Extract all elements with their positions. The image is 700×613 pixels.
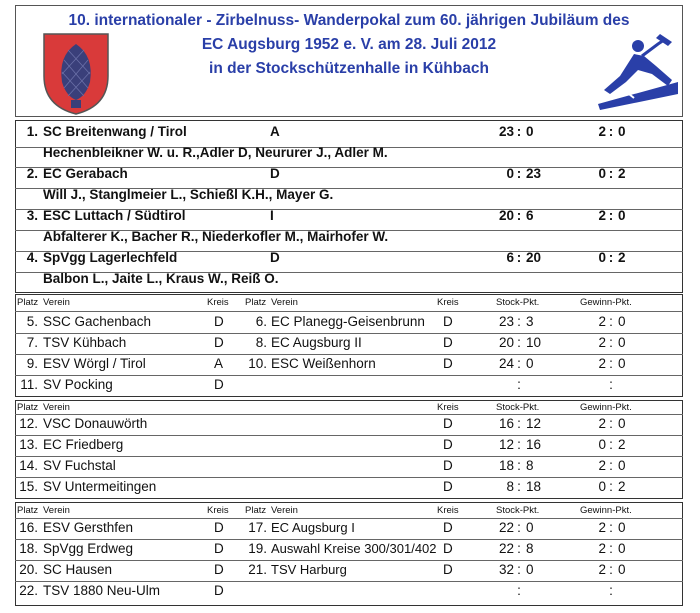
- divider: [15, 539, 683, 540]
- divider: [15, 414, 683, 415]
- stock-points-b: 3: [526, 314, 534, 329]
- win-points-a: 2: [598, 416, 606, 431]
- divider: [15, 375, 683, 376]
- kreis: D: [443, 437, 453, 452]
- win-points-separator: :: [609, 520, 613, 535]
- team-name: SC Hausen: [43, 562, 113, 577]
- team-name: EC Augsburg II: [271, 335, 362, 350]
- title-line-1: 10. internationaler - Zirbelnuss- Wanderpokal zum 60. jährigen Jubiläum des: [68, 12, 630, 29]
- win-points-b: 0: [618, 458, 626, 473]
- win-points-b: 0: [618, 520, 626, 535]
- kreis: D: [214, 314, 224, 329]
- team-name: TSV Kühbach: [43, 335, 127, 350]
- win-points-separator: :: [609, 377, 613, 392]
- team-name: SV Fuchstal: [43, 458, 116, 473]
- kreis-header: Kreis: [437, 402, 459, 413]
- stock-points-a: 8: [506, 479, 514, 494]
- win-points-a: 0: [598, 166, 606, 181]
- team-name: VSC Donauwörth: [43, 416, 148, 431]
- win-points-header: Gewinn-Pkt.: [580, 505, 632, 516]
- kreis: D: [214, 583, 224, 598]
- stock-points-separator: :: [517, 479, 521, 494]
- kreis: D: [443, 356, 453, 371]
- win-points-header: Gewinn-Pkt.: [580, 297, 632, 308]
- place-number: 13.: [19, 437, 38, 452]
- divider: [15, 311, 683, 312]
- kreis: D: [214, 541, 224, 556]
- win-points-a: 2: [598, 562, 606, 577]
- team-name: SpVgg Lagerlechfeld: [43, 250, 178, 265]
- win-points-a: 2: [598, 541, 606, 556]
- stock-points-separator: :: [516, 124, 522, 139]
- divider: [15, 581, 683, 582]
- kreis: A: [270, 124, 280, 139]
- win-points-b: 0: [618, 356, 626, 371]
- win-points-separator: :: [609, 416, 613, 431]
- verein-header: Verein: [271, 505, 298, 516]
- place-number: 19.: [248, 541, 267, 556]
- win-points-a: 0: [598, 479, 606, 494]
- stock-points-b: 0: [526, 562, 534, 577]
- win-points-a: 0: [598, 250, 606, 265]
- verein-header: Verein: [43, 505, 70, 516]
- kreis: D: [443, 335, 453, 350]
- win-points-a: 2: [598, 335, 606, 350]
- stock-points-separator: :: [516, 166, 522, 181]
- win-points-a: 0: [598, 437, 606, 452]
- kreis: D: [214, 335, 224, 350]
- place-number: 15.: [19, 479, 38, 494]
- kreis: D: [443, 541, 453, 556]
- win-points-separator: :: [608, 250, 614, 265]
- place-number: 10.: [248, 356, 267, 371]
- place-number: 4.: [26, 250, 38, 265]
- stock-points-b: 8: [526, 541, 534, 556]
- win-points-header: Gewinn-Pkt.: [580, 402, 632, 413]
- team-name: ESV Gersthfen: [43, 520, 134, 535]
- stock-points-b: 0: [526, 124, 534, 139]
- stock-points-separator: :: [516, 208, 522, 223]
- kreis: D: [443, 479, 453, 494]
- stock-points-separator: :: [517, 314, 521, 329]
- kreis: D: [270, 250, 280, 265]
- place-number: 12.: [19, 416, 38, 431]
- win-points-a: 2: [598, 520, 606, 535]
- win-points-separator: :: [609, 479, 613, 494]
- win-points-a: 2: [598, 458, 606, 473]
- stock-points-separator: :: [517, 437, 521, 452]
- win-points-separator: :: [609, 562, 613, 577]
- stock-points-a: 0: [506, 166, 514, 181]
- platz-header: Platz: [17, 402, 39, 413]
- stock-shooter-icon: [594, 30, 680, 110]
- divider: [15, 518, 683, 519]
- win-points-b: 0: [618, 416, 626, 431]
- player-list: Will J., Stanglmeier L., Schießl K.H., Mayer G.: [43, 187, 334, 202]
- kreis: D: [443, 520, 453, 535]
- kreis-header: Kreis: [437, 297, 459, 308]
- stock-points-b: 0: [526, 356, 534, 371]
- team-name: EC Augsburg I: [271, 520, 355, 535]
- kreis: D: [214, 562, 224, 577]
- stock-points-b: 6: [526, 208, 534, 223]
- win-points-separator: :: [608, 208, 614, 223]
- kreis: I: [270, 208, 274, 223]
- win-points-separator: :: [609, 437, 613, 452]
- stock-points-a: 20: [498, 335, 514, 350]
- stock-points-a: 22: [498, 520, 514, 535]
- stock-points-b: 12: [526, 416, 542, 431]
- team-name: ESC Weißenhorn: [271, 356, 376, 371]
- win-points-a: 2: [598, 124, 606, 139]
- win-points-b: 0: [618, 335, 626, 350]
- win-points-separator: :: [609, 458, 613, 473]
- place-number: 7.: [26, 335, 38, 350]
- place-number: 5.: [26, 314, 38, 329]
- title-line-3: in der Stockschützenhalle in Kühbach: [209, 60, 489, 77]
- team-name: SSC Gachenbach: [43, 314, 152, 329]
- stock-points-a: 23: [498, 314, 514, 329]
- kreis: A: [214, 356, 224, 371]
- verein-header: Verein: [43, 402, 70, 413]
- stock-points-header: Stock-Pkt.: [496, 297, 540, 308]
- stock-points-b: 18: [526, 479, 542, 494]
- team-name: EC Planegg-Geisenbrunn: [271, 314, 425, 329]
- divider: [15, 456, 683, 457]
- player-list: Balbon L., Jaite L., Kraus W., Reiß O.: [43, 271, 279, 286]
- place-number: 1.: [26, 124, 38, 139]
- win-points-separator: :: [609, 335, 613, 350]
- stock-points-a: 12: [498, 437, 514, 452]
- stock-points-a: 23: [498, 124, 514, 139]
- stock-points-separator: :: [517, 541, 521, 556]
- header-box: [15, 5, 683, 117]
- team-name: TSV Harburg: [271, 562, 347, 577]
- team-name: ESV Wörgl / Tirol: [43, 356, 146, 371]
- stock-points-separator: :: [517, 377, 521, 392]
- place-number: 14.: [19, 458, 38, 473]
- win-points-b: 0: [618, 208, 626, 223]
- place-number: 21.: [248, 562, 267, 577]
- place-number: 18.: [19, 541, 38, 556]
- stock-points-separator: :: [517, 335, 521, 350]
- stock-points-separator: :: [517, 583, 521, 598]
- stock-points-separator: :: [517, 416, 521, 431]
- win-points-separator: :: [609, 356, 613, 371]
- player-list: Abfalterer K., Bacher R., Niederkofler M., Mairhofer W.: [43, 229, 389, 244]
- team-name: ESC Luttach / Südtirol: [43, 208, 186, 223]
- stock-points-b: 23: [526, 166, 542, 181]
- stock-points-b: 20: [526, 250, 542, 265]
- team-name: SV Pocking: [43, 377, 113, 392]
- stock-points-a: 16: [498, 416, 514, 431]
- stock-points-separator: :: [517, 520, 521, 535]
- win-points-separator: :: [608, 166, 614, 181]
- kreis: D: [443, 458, 453, 473]
- kreis: D: [270, 166, 280, 181]
- stock-points-b: 8: [526, 458, 534, 473]
- win-points-b: 2: [618, 166, 626, 181]
- win-points-b: 2: [618, 479, 626, 494]
- stock-points-a: 32: [498, 562, 514, 577]
- stock-points-separator: :: [517, 356, 521, 371]
- win-points-b: 0: [618, 541, 626, 556]
- kreis: D: [214, 520, 224, 535]
- kreis: D: [443, 416, 453, 431]
- place-number: 8.: [255, 335, 267, 350]
- stock-points-b: 16: [526, 437, 542, 452]
- platz-header: Platz: [17, 297, 39, 308]
- platz-header: Platz: [245, 297, 267, 308]
- win-points-separator: :: [609, 583, 613, 598]
- divider: [15, 560, 683, 561]
- win-points-b: 2: [618, 250, 626, 265]
- kreis-header: Kreis: [437, 505, 459, 516]
- place-number: 3.: [26, 208, 38, 223]
- team-name: SpVgg Erdweg: [43, 541, 134, 556]
- place-number: 2.: [26, 166, 38, 181]
- team-name: TSV 1880 Neu-Ulm: [43, 583, 161, 598]
- win-points-a: 2: [598, 314, 606, 329]
- win-points-b: 0: [618, 314, 626, 329]
- place-number: 17.: [248, 520, 267, 535]
- win-points-a: 2: [598, 208, 606, 223]
- coat-of-arms-pinecone-icon: [38, 30, 114, 116]
- win-points-separator: :: [609, 314, 613, 329]
- place-number: 20.: [19, 562, 38, 577]
- stock-points-separator: :: [517, 562, 521, 577]
- verein-header: Verein: [43, 297, 70, 308]
- verein-header: Verein: [271, 297, 298, 308]
- team-name: Auswahl Kreise 300/301/402: [271, 541, 437, 556]
- divider: [15, 333, 683, 334]
- stock-points-b: 0: [526, 520, 534, 535]
- stock-points-separator: :: [516, 250, 522, 265]
- win-points-b: 0: [618, 124, 626, 139]
- stock-points-header: Stock-Pkt.: [496, 402, 540, 413]
- platz-header: Platz: [245, 505, 267, 516]
- title-line-2: EC Augsburg 1952 e. V. am 28. Juli 2012: [201, 36, 497, 53]
- kreis: D: [443, 562, 453, 577]
- stock-points-b: 10: [526, 335, 542, 350]
- stock-points-a: 18: [498, 458, 514, 473]
- team-name: EC Gerabach: [43, 166, 128, 181]
- kreis: D: [443, 314, 453, 329]
- place-number: 16.: [19, 520, 38, 535]
- divider: [15, 435, 683, 436]
- kreis-header: Kreis: [207, 297, 229, 308]
- stock-points-a: 24: [498, 356, 514, 371]
- divider: [15, 354, 683, 355]
- kreis-header: Kreis: [207, 505, 229, 516]
- stock-points-a: 20: [498, 208, 514, 223]
- team-name: EC Friedberg: [43, 437, 124, 452]
- team-name: SC Breitenwang / Tirol: [43, 124, 187, 139]
- player-list: Hechenbleikner W. u. R.,Adler D, Neururer J., Adler M.: [43, 145, 388, 160]
- win-points-separator: :: [608, 124, 614, 139]
- place-number: 6.: [255, 314, 267, 329]
- place-number: 22.: [19, 583, 38, 598]
- team-name: SV Untermeitingen: [43, 479, 157, 494]
- platz-header: Platz: [17, 505, 39, 516]
- place-number: 9.: [26, 356, 38, 371]
- win-points-a: 2: [598, 356, 606, 371]
- stock-points-separator: :: [517, 458, 521, 473]
- win-points-b: 0: [618, 562, 626, 577]
- win-points-separator: :: [609, 541, 613, 556]
- stock-points-header: Stock-Pkt.: [496, 505, 540, 516]
- win-points-b: 2: [618, 437, 626, 452]
- stock-points-a: 6: [506, 250, 514, 265]
- kreis: D: [214, 377, 224, 392]
- place-number: 11.: [20, 377, 38, 392]
- divider: [15, 477, 683, 478]
- stock-points-a: 22: [498, 541, 514, 556]
